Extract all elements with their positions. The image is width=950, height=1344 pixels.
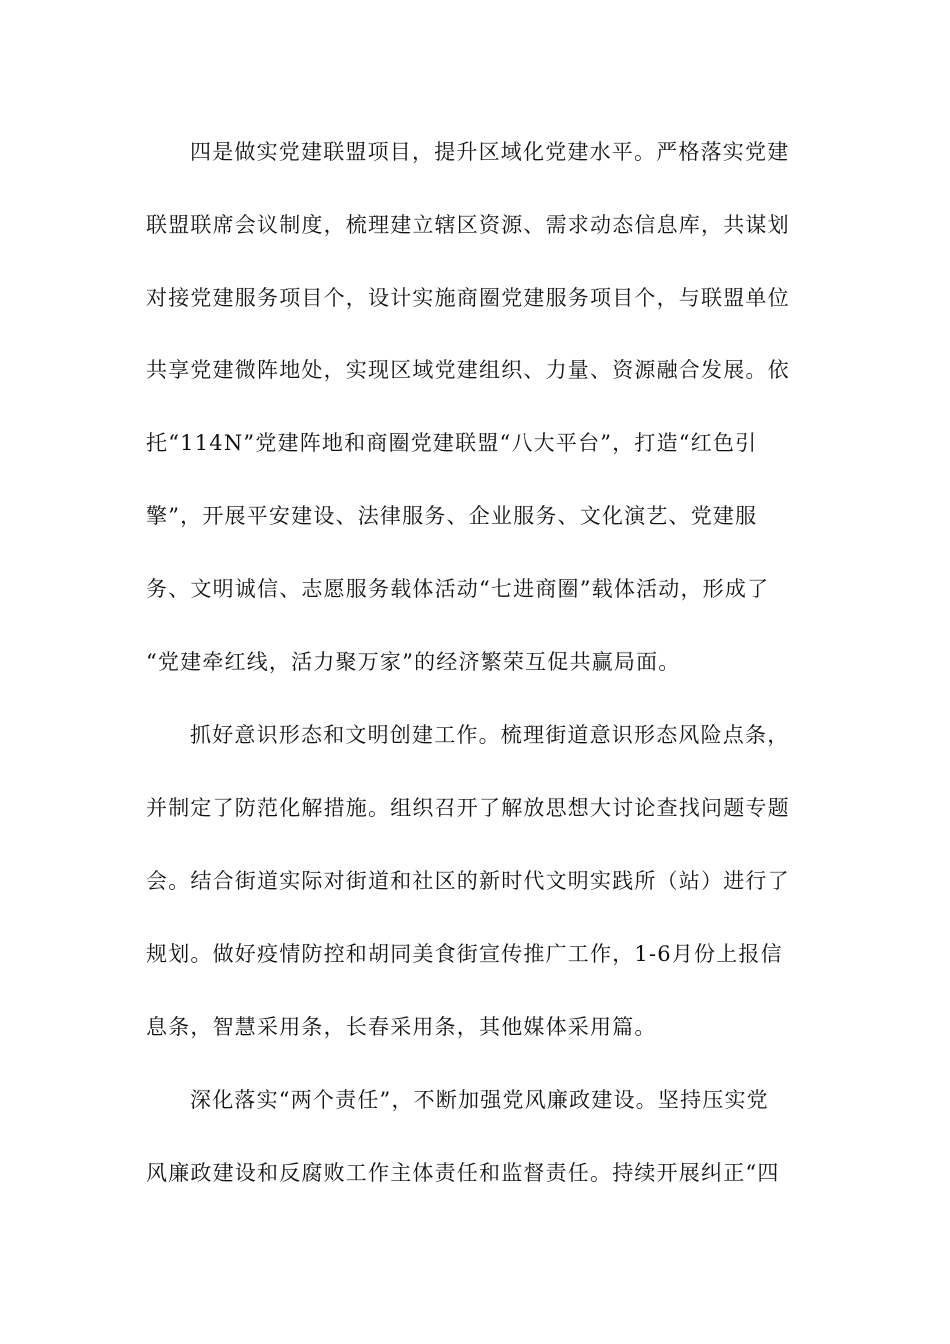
paragraph-1-line-8: “党建牵红线，活力聚万家”的经济繁荣互促共赢局面。 <box>146 650 681 674</box>
paragraph-2-line-1: 抓好意识形态和文明创建工作。梳理街道意识形态风险点条， <box>190 723 790 747</box>
paragraph-1-line-2: 联盟联席会议制度，梳理建立辖区资源、需求动态信息库，共谋划 <box>146 213 790 237</box>
paragraph-3-line-2: 风廉政建设和反腐败工作主体责任和监督责任。持续开展纠正“四 <box>146 1161 780 1185</box>
paragraph-1-line-3: 对接党建服务项目个，设计实施商圈党建服务项目个，与联盟单位 <box>146 286 790 310</box>
paragraph-2-line-5: 息条，智慧采用条，长春采用条，其他媒体采用篇。 <box>146 1015 657 1039</box>
paragraph-1-line-6: 擎”，开展平安建设、法律服务、企业服务、文化演艺、党建服 <box>146 504 758 528</box>
paragraph-1-line-7: 务、文明诚信、志愿服务载体活动“七进商圈”载体活动，形成了 <box>146 577 770 601</box>
paragraph-2-line-2: 并制定了防范化解措施。组织召开了解放思想大讨论查找问题专题 <box>146 796 790 820</box>
paragraph-2-line-3: 会。结合街道实际对街道和社区的新时代文明实践所（站）进行了 <box>146 869 790 893</box>
paragraph-1-line-4: 共享党建微阵地处，实现区域党建组织、力量、资源融合发展。依 <box>146 358 790 382</box>
paragraph-1-line-1: 四是做实党建联盟项目，提升区域化党建水平。严格落实党建 <box>190 140 790 164</box>
paragraph-1-line-5: 托“114N”党建阵地和商圈党建联盟“八大平台”，打造“红色引 <box>146 431 758 455</box>
paragraph-2-line-4: 规划。做好疫情防控和胡同美食街宣传推广工作，1-6月份上报信 <box>146 942 783 966</box>
paragraph-3-line-1: 深化落实“两个责任”，不断加强党风廉政建设。坚持压实党 <box>190 1088 769 1112</box>
